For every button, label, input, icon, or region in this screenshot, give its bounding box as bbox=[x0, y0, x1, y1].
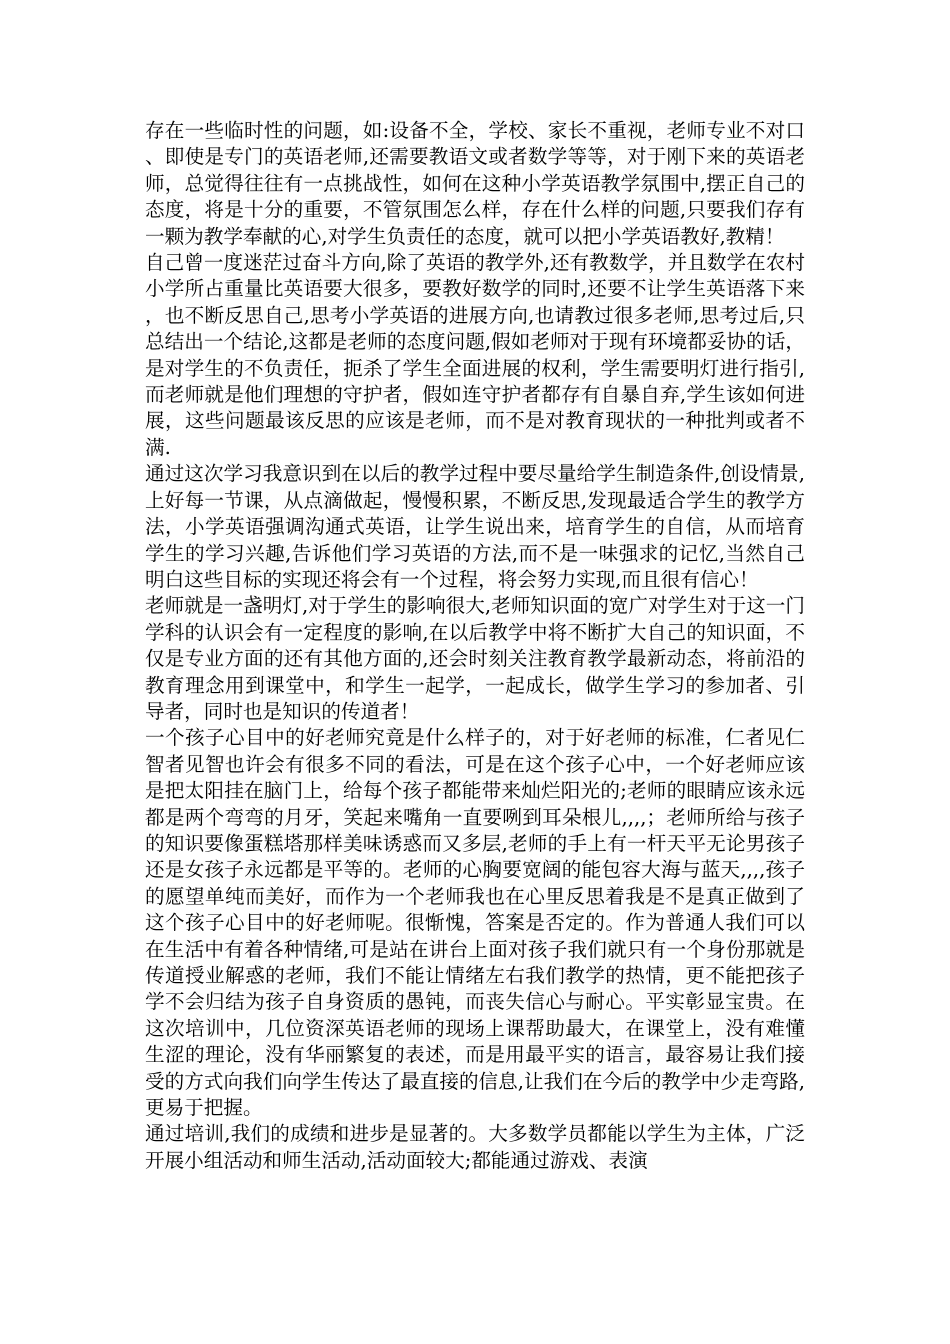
paragraph-3: 通过这次学习我意识到在以后的教学过程中要尽量给学生制造条件,创设情景,上好每一节课，从点滴做起，慢慢积累，不断反思,发现最适合学生的教学方法，小学英语强调沟通式英语，让学生说出来，培育学生的自信，从而培育学生的学习兴趣,告诉他们学习英语的方法,而不是一味强求的记忆,当然自己明白这些目标的实现还将会有一个过程，将会努力实现,而且很有信心！ bbox=[145, 462, 805, 591]
paragraph-6: 通过培训,我们的成绩和进步是显著的。大多数学员都能以学生为主体，广泛开展小组活动和师生活动,活动面较大;都能通过游戏、表演 bbox=[145, 1122, 805, 1172]
paragraph-1: 存在一些临时性的问题，如:设备不全，学校、家长不重视，老师专业不对口、即使是专门的英语老师,还需要教语文或者数学等等，对于刚下来的英语老师，总觉得往往有一点挑战性，如何在这种小学英语教学氛围中,摆正自己的态度，将是十分的重要，不管氛围怎么样，存在什么样的问题,只要我们存有一颗为教学奉献的心,对学生负责任的态度，就可以把小学英语教好,教精！ bbox=[145, 119, 805, 248]
paragraph-2: 自己曾一度迷茫过奋斗方向,除了英语的教学外,还有教数学，并且数学在农村小学所占重量比英语要大很多，要教好数学的同时,还要不让学生英语落下来，也不断反思自己,思考小学英语的进展方向,也请教过很多老师,思考过后,只总结出一个结论,这都是老师的态度问题,假如老师对于现有环境都妥协的话，是对学生的不负责任，扼杀了学生全面进展的权利，学生需要明灯进行指引,而老师就是他们理想的守护者，假如连守护者都存有自暴自弃,学生该如何进展，这些问题最该反思的应该是老师，而不是对教育现状的一种批判或者不满. bbox=[145, 251, 805, 459]
paragraph-4: 老师就是一盏明灯,对于学生的影响很大,老师知识面的宽广对学生对于这一门学科的认识会有一定程度的影响,在以后教学中将不断扩大自己的知识面，不仅是专业方面的还有其他方面的,还会时刻关注教育教学最新动态，将前沿的教育理念用到课堂中，和学生一起学，一起成长，做学生学习的参加者、引导者，同时也是知识的传道者！ bbox=[145, 594, 805, 723]
document-body bbox=[145, 118, 805, 1174]
paragraph-5: 一个孩子心目中的好老师究竟是什么样子的，对于好老师的标准，仁者见仁智者见智也许会有很多不同的看法，可是在这个孩子心中，一个好老师应该是把太阳挂在脑门上，给每个孩子都能带来灿烂阳光的;老师的眼睛应该永远都是两个弯弯的月牙，笑起来嘴角一直要咧到耳朵根儿,,,,；老师所给与孩子的知识要像蛋糕塔那样美味诱惑而又多层,老师的手上有一杆天平无论男孩子还是女孩子永远都是平等的。老师的心胸要宽阔的能包容大海与蓝天,,,,孩子的愿望单纯而美好，而作为一个老师我也在心里反思着我是不是真正做到了这个孩子心目中的好老师呢。很惭愧，答案是否定的。作为普通人我们可以在生活中有着各种情绪,可是站在讲台上面对孩子我们就只有一个身份那就是传道授业解惑的老师，我们不能让情绪左右我们教学的热情，更不能把孩子学不会归结为孩子自身资质的愚钝，而丧失信心与耐心。平实彰显宝贵。在这次培训中，几位资深英语老师的现场上课帮助最大，在课堂上，没有难懂生涩的理论，没有华丽繁复的表述，而是用最平实的语言，最容易让我们接受的方式向我们向学生传达了最直接的信息,让我们在今后的教学中少走弯路,更易于把握。 bbox=[145, 726, 805, 1120]
